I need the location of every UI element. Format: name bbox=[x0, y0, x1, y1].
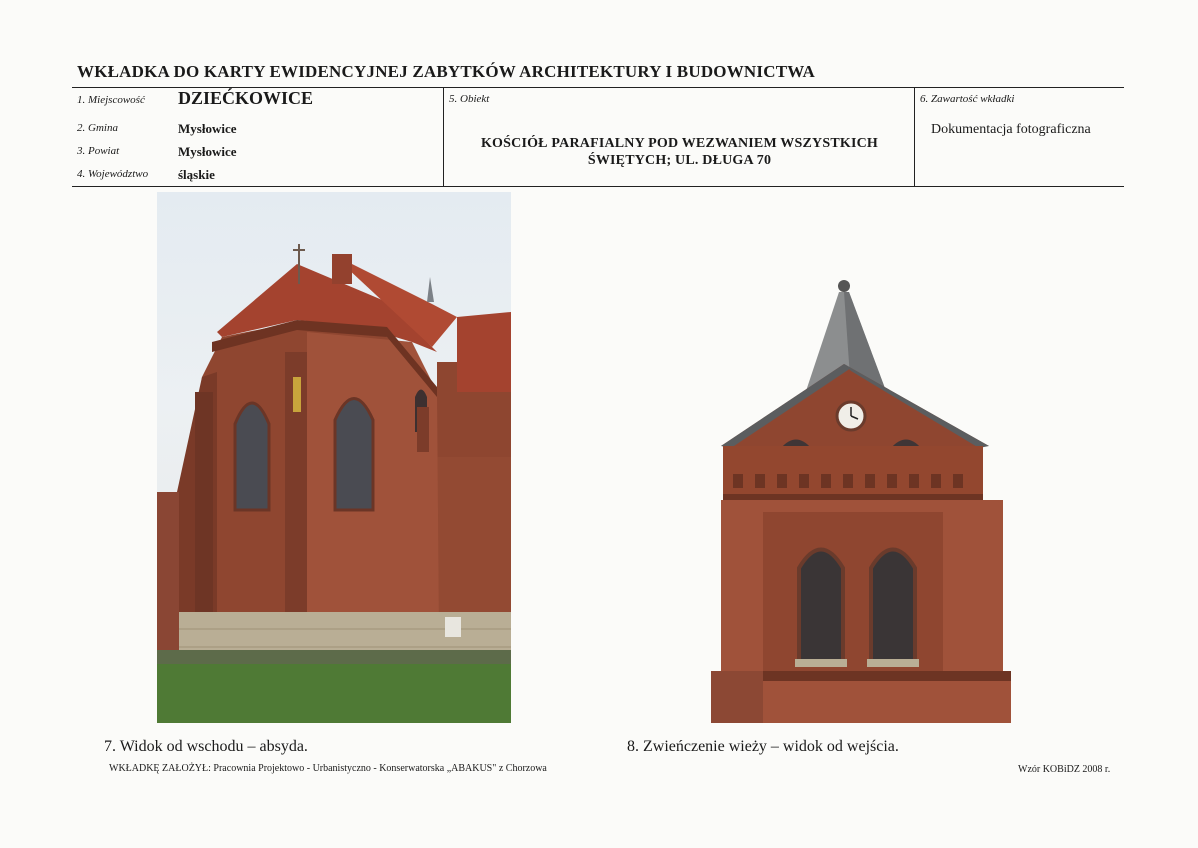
object-name-line1: KOŚCIÓŁ PARAFIALNY POD WEZWANIEM WSZYSTKICH bbox=[480, 136, 879, 151]
contents-column bbox=[914, 88, 1124, 186]
voivodeship-label: 4. Województwo bbox=[77, 168, 149, 180]
commune-value: Mysłowice bbox=[178, 121, 237, 136]
page-title: WKŁADKA DO KARTY EWIDENCYJNEJ ZABYTKÓW ARCHITEKTURY I BUDOWNICTWA bbox=[77, 62, 816, 81]
footer-created-by: WKŁADKĘ ZAŁOŻYŁ: Pracownia Projektowo - Urbanistyczno - Konserwatorska „ABAKUS" z Chorzowa bbox=[109, 763, 547, 774]
county-value: Mysłowice bbox=[178, 144, 237, 159]
photo-apse bbox=[157, 192, 511, 723]
church-tower-illustration bbox=[711, 276, 1011, 723]
place-label: 1. Miejscowość bbox=[77, 94, 145, 106]
object-column bbox=[443, 88, 915, 186]
object-name bbox=[444, 135, 915, 169]
contents-value: Dokumentacja fotograficzna bbox=[931, 122, 1091, 137]
footer-template: Wzór KOBiDZ 2008 r. bbox=[1018, 764, 1111, 775]
photo-caption-tower: 8. Zwieńczenie wieży – widok od wejścia. bbox=[627, 738, 899, 755]
contents-label: 6. Zawartość wkładki bbox=[920, 93, 1015, 105]
county-label: 3. Powiat bbox=[77, 145, 120, 157]
photo-tower bbox=[711, 276, 1011, 723]
place-value: DZIEĆKOWICE bbox=[178, 88, 314, 108]
commune-label: 2. Gmina bbox=[77, 122, 118, 134]
object-name-line2: ŚWIĘTYCH; UL. DŁUGA 70 bbox=[587, 153, 772, 168]
location-column bbox=[72, 88, 443, 186]
church-apse-illustration bbox=[157, 192, 511, 723]
photo-caption-apse: 7. Widok od wschodu – absyda. bbox=[104, 738, 308, 755]
info-table bbox=[72, 87, 1124, 187]
object-label: 5. Obiekt bbox=[449, 93, 490, 105]
voivodeship-value: śląskie bbox=[178, 167, 215, 182]
